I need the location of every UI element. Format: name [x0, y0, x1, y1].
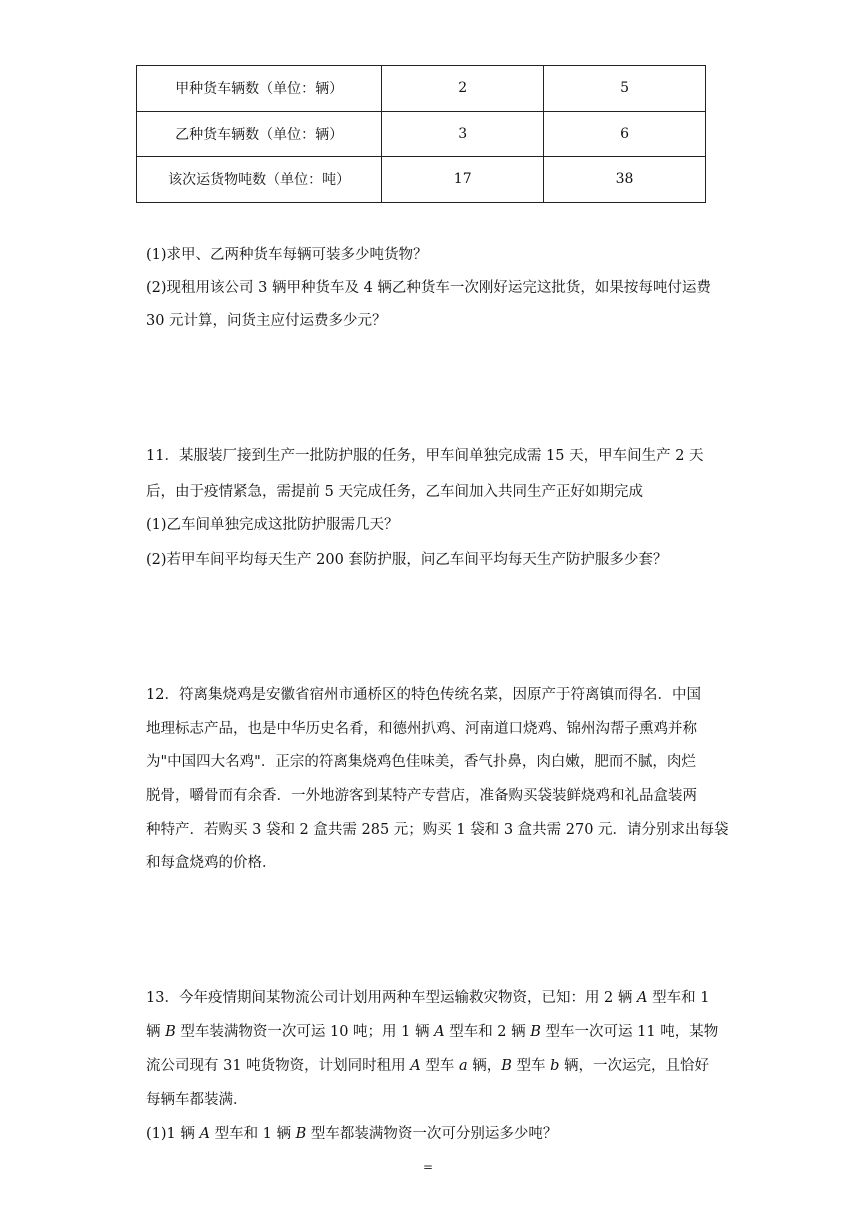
- q12-line2: 地理标志产品，也是中华历史名肴，和德州扒鸡、河南道口烧鸡、锦州沟帮子熏鸡并称: [146, 721, 697, 737]
- table-cell: 6: [544, 111, 706, 157]
- q13-line4: 每辆车都装满．: [146, 1092, 248, 1108]
- variable-B: B: [295, 1126, 307, 1142]
- freight-table: [136, 65, 706, 203]
- variable-B: B: [530, 1024, 541, 1040]
- table-cell: 38: [544, 157, 706, 203]
- table-row: [137, 111, 706, 157]
- q13-part1: [146, 1124, 557, 1144]
- variable-b: b: [550, 1058, 560, 1074]
- page-footer-mark: =: [423, 1160, 434, 1174]
- q10-part2-line2: 30 元计算，问货主应付运费多少元？: [146, 313, 387, 329]
- row-label: 该次运货物吨数（单位：吨）: [137, 157, 382, 203]
- q12-line5: 种特产．若购买 3 袋和 2 盒共需 285 元；购买 1 袋和 3 盒共需 270 元．请分别求出每袋: [146, 822, 729, 838]
- variable-A: A: [434, 1024, 445, 1040]
- q12-line4: 脱骨，嚼骨而有余香．一外地游客到某特产专营店，准备购买袋装鲜烧鸡和礼品盒装两: [146, 788, 697, 804]
- q13-line1-text-b: 型车和 1: [647, 990, 710, 1006]
- q13-line3-text-c: 辆，: [467, 1058, 502, 1074]
- q12-line6: 和每盒烧鸡的价格．: [146, 855, 277, 871]
- q10-part2-line1: (2)现租用该公司 3 辆甲种货车及 4 辆乙种货车一次刚好运完这批货，如果按每吨付运费: [146, 280, 711, 296]
- q11-line2: 后，由于疫情紧急，需提前 5 天完成任务，乙车间加入共同生产正好如期完成: [146, 484, 643, 500]
- table-cell: 3: [382, 111, 544, 157]
- row-label: 甲种货车辆数（单位：辆）: [137, 66, 382, 112]
- q13-line3-text-b: 型车: [420, 1058, 459, 1074]
- q13-part1-text-b: 型车和 1 辆: [209, 1126, 296, 1142]
- table-row: [137, 157, 706, 203]
- q11-part1: (1)乙车间单独完成这批防护服需几天？: [146, 517, 399, 533]
- q13-line3-text-a: 流公司现有 31 吨货物资，计划同时租用: [146, 1058, 411, 1074]
- q12-line3: 为"中国四大名鸡"．正宗的符离集烧鸡色佳味美，香气扑鼻，肉白嫩，肥而不腻，肉烂: [146, 754, 696, 770]
- q13-line2-text-b: 型车装满物资一次可运 10 吨；用 1 辆: [175, 1024, 435, 1040]
- q13-part1-text-c: 型车都装满物资一次可分别运多少吨？: [306, 1126, 558, 1142]
- q13-line2: [146, 1022, 718, 1042]
- variable-A: A: [410, 1058, 421, 1074]
- variable-A: A: [199, 1126, 210, 1142]
- table-cell: 5: [544, 66, 706, 112]
- q13-part1-text-a: (1)1 辆: [146, 1126, 200, 1142]
- table-cell: 2: [382, 66, 544, 112]
- q13-line3-text-d: 型车: [511, 1058, 551, 1074]
- q10-part1: (1)求甲、乙两种货车每辆可装多少吨货物？: [146, 247, 428, 263]
- q11-line1: 11．某服装厂接到生产一批防护服的任务，甲车间单独完成需 15 天，甲车间生产 2 天: [146, 448, 704, 464]
- q13-line2-text-c: 型车和 2 辆: [444, 1024, 531, 1040]
- q13-line1: [146, 988, 709, 1008]
- q13-line2-text-a: 辆: [146, 1024, 166, 1040]
- q12-line1: 12．符离集烧鸡是安徽省宿州市通桥区的特色传统名菜，因原产于符离镇而得名．中国: [146, 687, 701, 703]
- q13-line3: [146, 1056, 709, 1076]
- q13-line2-text-d: 型车一次可运 11 吨，某物: [540, 1024, 719, 1040]
- variable-a: a: [458, 1058, 468, 1074]
- variable-A: A: [637, 990, 648, 1006]
- q11-part2: (2)若甲车间平均每天生产 200 套防护服，问乙车间平均每天生产防护服多少套？: [146, 552, 668, 568]
- q13-line1-text-a: 13．今年疫情期间某物流公司计划用两种车型运输救灾物资，已知：用 2 辆: [146, 990, 638, 1006]
- table-row: [137, 66, 706, 112]
- table-cell: 17: [382, 157, 544, 203]
- q13-line3-text-e: 辆，一次运完，且恰好: [559, 1058, 710, 1074]
- variable-B: B: [165, 1024, 176, 1040]
- variable-B: B: [501, 1058, 512, 1074]
- row-label: 乙种货车辆数（单位：辆）: [137, 111, 382, 157]
